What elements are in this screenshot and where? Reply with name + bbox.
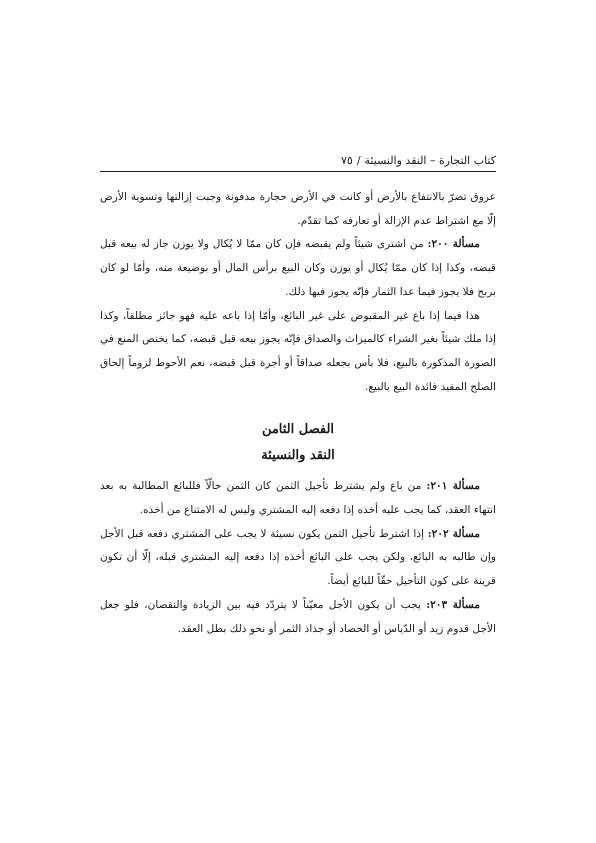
masala-203-text: يجب أن يكون الأجل معيّناً لا يتردّد فيه بين الزيادة والنقصان، فلو جعل الأجل قدوم زيد أو الدّياس أو الحصاد أو جذاذ الثمر أو نحو ذلك بطل العقد. (100, 598, 496, 635)
masala-203 (100, 594, 496, 641)
masala-200-label: مسألة ٢٠٠: (427, 238, 480, 251)
masala-202 (100, 523, 496, 594)
running-head (100, 152, 496, 172)
chapter-heading: الفصل الثامن (261, 422, 335, 438)
masala-200 (100, 233, 496, 304)
masala-202-text: إذا اشترط تأجيل الثمن يكون نسيئة لا يجب على المشتري دفعه قبل الأجل وإن طالبه به البائع، ولكن يجب على البائع أخذه إذا دفعه إليه المشتري قبله، إلّا أن تكون قرينة على كون التأجيل حقّاً للبائع أيضاً. (100, 527, 496, 588)
masala-202-label: مسألة ٢٠٢: (427, 527, 480, 540)
masala-201-text: من باع ولم يشترط تأجيل الثمن كان الثمن حالّاً فللبائع المطالبة به بعد انتهاء العقد، كما يجب عليه أخذه إذا دفعه إليه المشتري وليس له الامتناع من أخذه. (100, 480, 496, 517)
masala-203-label: مسألة ٢٠٣: (426, 598, 480, 611)
masala-200-text: من اشترى شيئاً ولم يقبضه فإن كان ممّا لا يُكال ولا يوزن جاز له بيعه قبل قبضه، وكذا إذا كان ممّا يُكال أو يوزن وكان البيع برأس المال أو بوضيعة منه، وأمّا لو كان بربح فلا يجوز فيما عدا الثمار فإنّه يجوز فيها ذلك. (100, 238, 496, 298)
running-head-separator: / (356, 154, 361, 167)
chapter-subheading: النقد والنسيئة (261, 448, 335, 464)
paragraph-text: عروق تضرّ بالانتفاع بالأرض أو كانت في الأرض حجارة مدفونة وجبت إزالتها وتسوية الأرض إلّا مع اشتراط عدم الإزالة أو تعارفه كما تقدّم. (100, 191, 496, 227)
masala-201-label: مسألة ٢٠١: (426, 480, 480, 493)
paragraph-after-200 (100, 305, 496, 400)
running-head-title: كتاب التجارة – النقد والنسيئة (364, 154, 496, 167)
masala-201 (100, 475, 496, 522)
paragraph-continued (100, 186, 496, 233)
paragraph-text: هذا فيما إذا باع غير المقبوض على غير البائع، وأمّا إذا باعه عليه فهو جائز مطلقاً، وكذا إذا ملك شيئاً بغير الشراء كالميراث والصداق فإنّه يجوز بيعه قبل قبضه، كما يختص المنع في الصورة المذكورة بالبيع، فلا بأس بجعله صداقاً أو أجرة قبل قبضه، نعم الأحوط لزوماً إلحاق الصلح المفيد فائدة البيع بالبيع. (100, 309, 496, 393)
page-number: ٧٥ (340, 154, 353, 167)
page-body (100, 186, 496, 641)
